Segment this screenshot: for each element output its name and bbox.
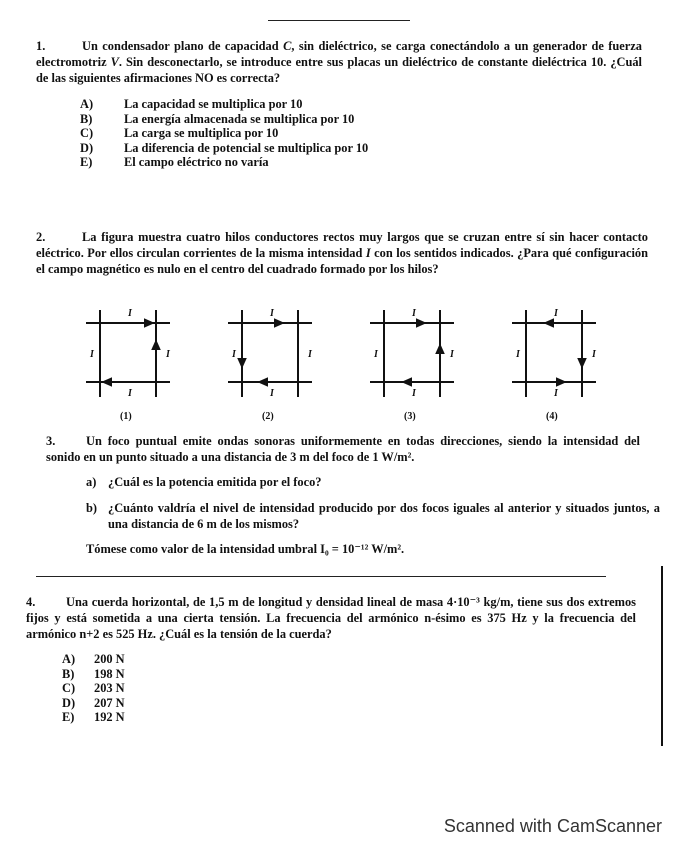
current-label: I [90, 349, 94, 360]
option-d: D) La diferencia de potencial se multiplica por 10 [80, 140, 369, 155]
option-c: C) 203 N [62, 681, 125, 696]
question-3-part-a: a) ¿Cuál es la potencia emitida por el foco? [86, 475, 322, 489]
question-2-number: 2. [36, 230, 46, 244]
current-label: I [516, 349, 520, 360]
margin-line [661, 566, 663, 746]
figure-2 [228, 310, 312, 397]
current-label: I [554, 308, 558, 319]
current-label: I [308, 349, 312, 360]
current-label: I [232, 349, 236, 360]
figure-3-caption: (3) [404, 411, 416, 422]
option-a: A) La capacidad se multiplica por 10 [80, 97, 303, 111]
question-4-options [62, 652, 125, 725]
current-label: I [412, 388, 416, 399]
figure-4-caption: (4) [546, 411, 558, 422]
question-4-number: 4. [26, 595, 36, 609]
question-3-note: Tómese como valor de la intensidad umbral I₀ = 10⁻¹² W/m². [86, 542, 405, 556]
figure-2-caption: (2) [262, 411, 274, 422]
current-label: I [450, 349, 454, 360]
figure-3 [370, 310, 454, 397]
option-d: D) 207 N [62, 695, 125, 710]
question-4-stem: 4. Una cuerda horizontal, de 1,5 m de longitud y densidad lineal de masa 4·10⁻³ kg/m, tiene sus dos extremos fijos y está sometida a una cierta tensión. La frecuencia del armónico n-ésimo es 375 Hz y la frecuencia del armónico n+2 es 525 Hz. ¿Cuál es la tensión de la cuerda? [26, 595, 636, 641]
current-label: I [592, 349, 596, 360]
current-label: I [270, 308, 274, 319]
top-rule [268, 20, 410, 21]
option-e: E) El campo eléctrico no varía [80, 155, 269, 170]
option-e: E) 192 N [62, 710, 125, 725]
current-label: I [374, 349, 378, 360]
current-label: I [128, 388, 132, 399]
figure-1-caption: (1) [120, 411, 132, 422]
option-b: B) 198 N [62, 666, 125, 681]
question-2-stem: 2. La figura muestra cuatro hilos conductores rectos muy largos que se cruzan entre sí sin hacer contacto eléctrico. Por ellos circulan corrientes de la misma intensidad I con los sentidos indicados. ¿Para qué configuración el campo magnético es nulo en el centro del cuadrado formado por los hilos? [36, 230, 648, 276]
option-c: C) La carga se multiplica por 10 [80, 126, 279, 141]
current-label: I [128, 308, 132, 319]
camscanner-watermark: Scanned with CamScanner [443, 816, 662, 836]
question-3-part-b: b) ¿Cuánto valdría el nivel de intensidad producido por dos focos iguales al anterior y situados juntos, a una distancia de 6 m de los mismos? [86, 501, 660, 531]
current-label: I [554, 388, 558, 399]
option-b: B) La energía almacenada se multiplica por 10 [80, 111, 355, 126]
figure-1 [86, 310, 170, 397]
current-label: I [166, 349, 170, 360]
separator-rule [36, 576, 606, 577]
current-label: I [412, 308, 416, 319]
question-3-number: 3. [46, 434, 56, 448]
question-1-options [80, 97, 368, 170]
current-label: I [270, 388, 274, 399]
figure-4 [512, 310, 596, 397]
question-1-number: 1. [36, 39, 46, 53]
question-3-stem: 3. Un foco puntual emite ondas sonoras uniformemente en todas direcciones, siendo la intensidad del sonido en un punto situado a una distancia de 3 m del foco de 1 W/m². [46, 434, 640, 464]
wire-configurations-figure [0, 300, 678, 425]
question-1-stem: 1. Un condensador plano de capacidad C, sin dieléctrico, se carga conectándolo a un generador de fuerza electromotriz V. Sin desconectarlo, se introduce entre sus placas un dieléctrico de constante dieléctrica 10. ¿Cuál de las siguientes afirmaciones NO es correcta? [36, 39, 642, 85]
option-a: A) 200 N [62, 652, 125, 666]
